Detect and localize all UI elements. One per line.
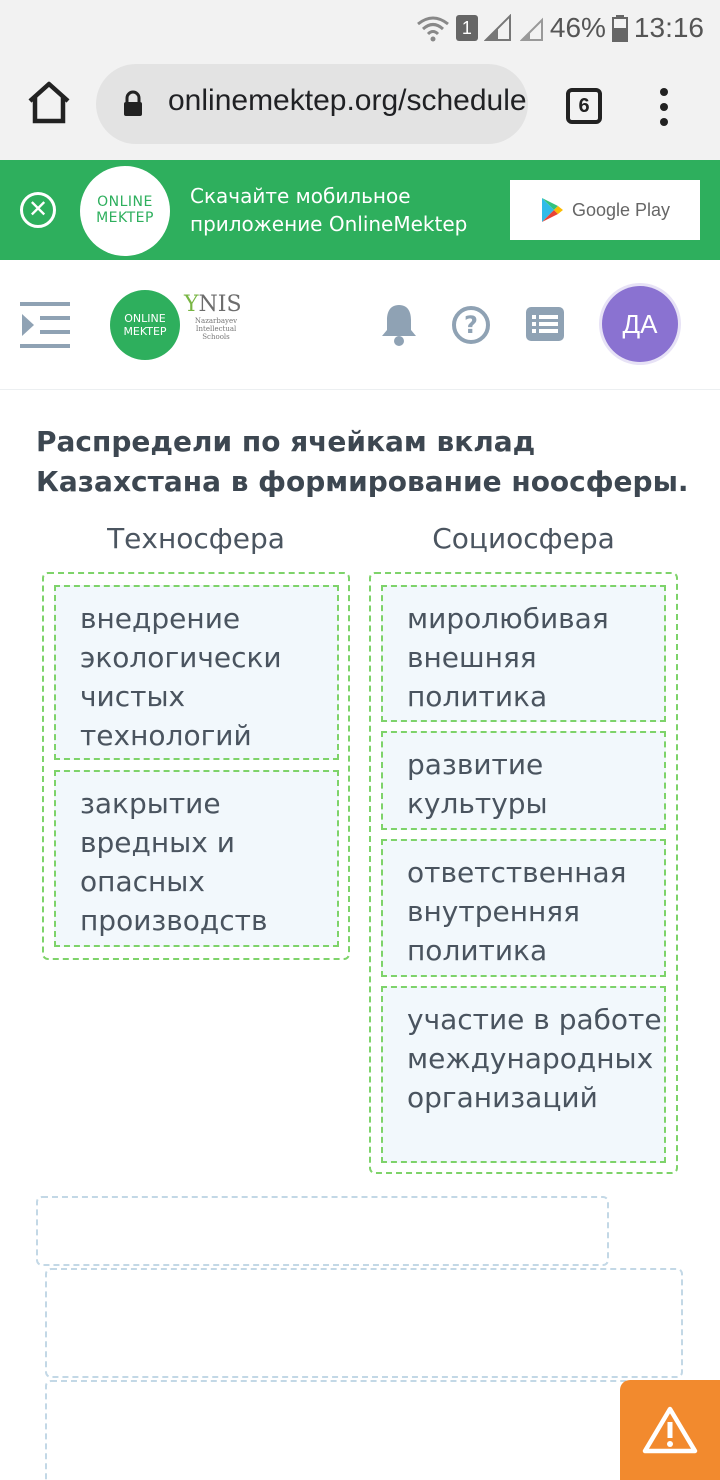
app-logo-line1: ONLINE [124,312,166,325]
status-bar [0,0,720,56]
onlinemektep-logo[interactable] [110,290,180,360]
empty-answer-slot[interactable] [45,1380,683,1480]
close-icon[interactable]: ✕ [20,192,56,228]
google-play-label: Google Play [571,199,671,220]
url-bar[interactable] [96,64,528,144]
wifi-icon [416,14,450,42]
journal-list-icon[interactable] [526,307,564,345]
status-indicators [416,8,704,48]
report-problem-button[interactable] [620,1380,720,1480]
app-header [0,260,720,390]
lock-icon [122,90,144,122]
sim-badge: 1 [456,15,478,41]
logo-line1: ONLINE [97,194,153,210]
nis-sub2: Intellectual [195,325,237,333]
onlinemektep-logo [80,166,170,256]
tab-switcher-button[interactable]: 6 [566,88,602,124]
nis-logo: YNIS Nazarbayev Intellectual Schools [184,292,248,362]
clock: 13:16 [633,12,704,43]
app-promo-banner [0,160,720,260]
answer-card[interactable]: участие в работе международных организаций [381,986,666,1163]
help-icon[interactable]: ? [452,306,490,344]
empty-answer-slot[interactable] [45,1268,683,1378]
browser-toolbar [0,56,720,160]
user-avatar[interactable]: ДА [602,286,678,362]
signal-icon-2 [520,14,544,42]
battery-percent: 46% [549,12,606,43]
warning-icon [642,1405,698,1455]
logo-line2: MEKTEP [96,210,154,226]
task-title: Распредели по ячейкам вклад Казахстана в формирование ноосферы. [36,425,689,498]
promo-text: Скачайте мобильное приложение OnlineMektep [190,184,468,236]
overflow-menu-icon[interactable] [652,84,676,130]
app-logo-line2: MEKTEP [123,325,167,338]
nis-sub3: Schools [202,333,230,341]
answer-card[interactable]: закрытие вредных и опасных производств [54,770,339,947]
nis-sub1: Nazarbayev [194,317,238,325]
column-heading-technosphere: Техносфера [107,522,285,555]
column-heading-sociosphere: Социосфера [432,522,615,555]
play-store-icon [540,197,564,223]
sidebar-toggle-icon[interactable] [20,302,70,348]
url-text[interactable]: onlinemektep.org/schedule [168,84,527,117]
answer-card[interactable]: внедрение экологически чистых технологий [54,585,339,760]
google-play-button[interactable] [510,180,700,240]
answer-card[interactable]: миролюбивая внешняя политика [381,585,666,722]
answer-card[interactable]: ответственная внутренняя политика [381,839,666,977]
answer-card[interactable]: развитие культуры [381,731,666,830]
sim-badge-icon [456,15,478,41]
battery-icon [612,14,628,42]
bell-icon[interactable] [380,302,418,350]
empty-answer-slot[interactable] [36,1196,609,1266]
home-icon [24,78,74,128]
nis-mark: NIS [198,292,242,317]
signal-icon [484,14,514,42]
home-button[interactable] [24,78,74,128]
